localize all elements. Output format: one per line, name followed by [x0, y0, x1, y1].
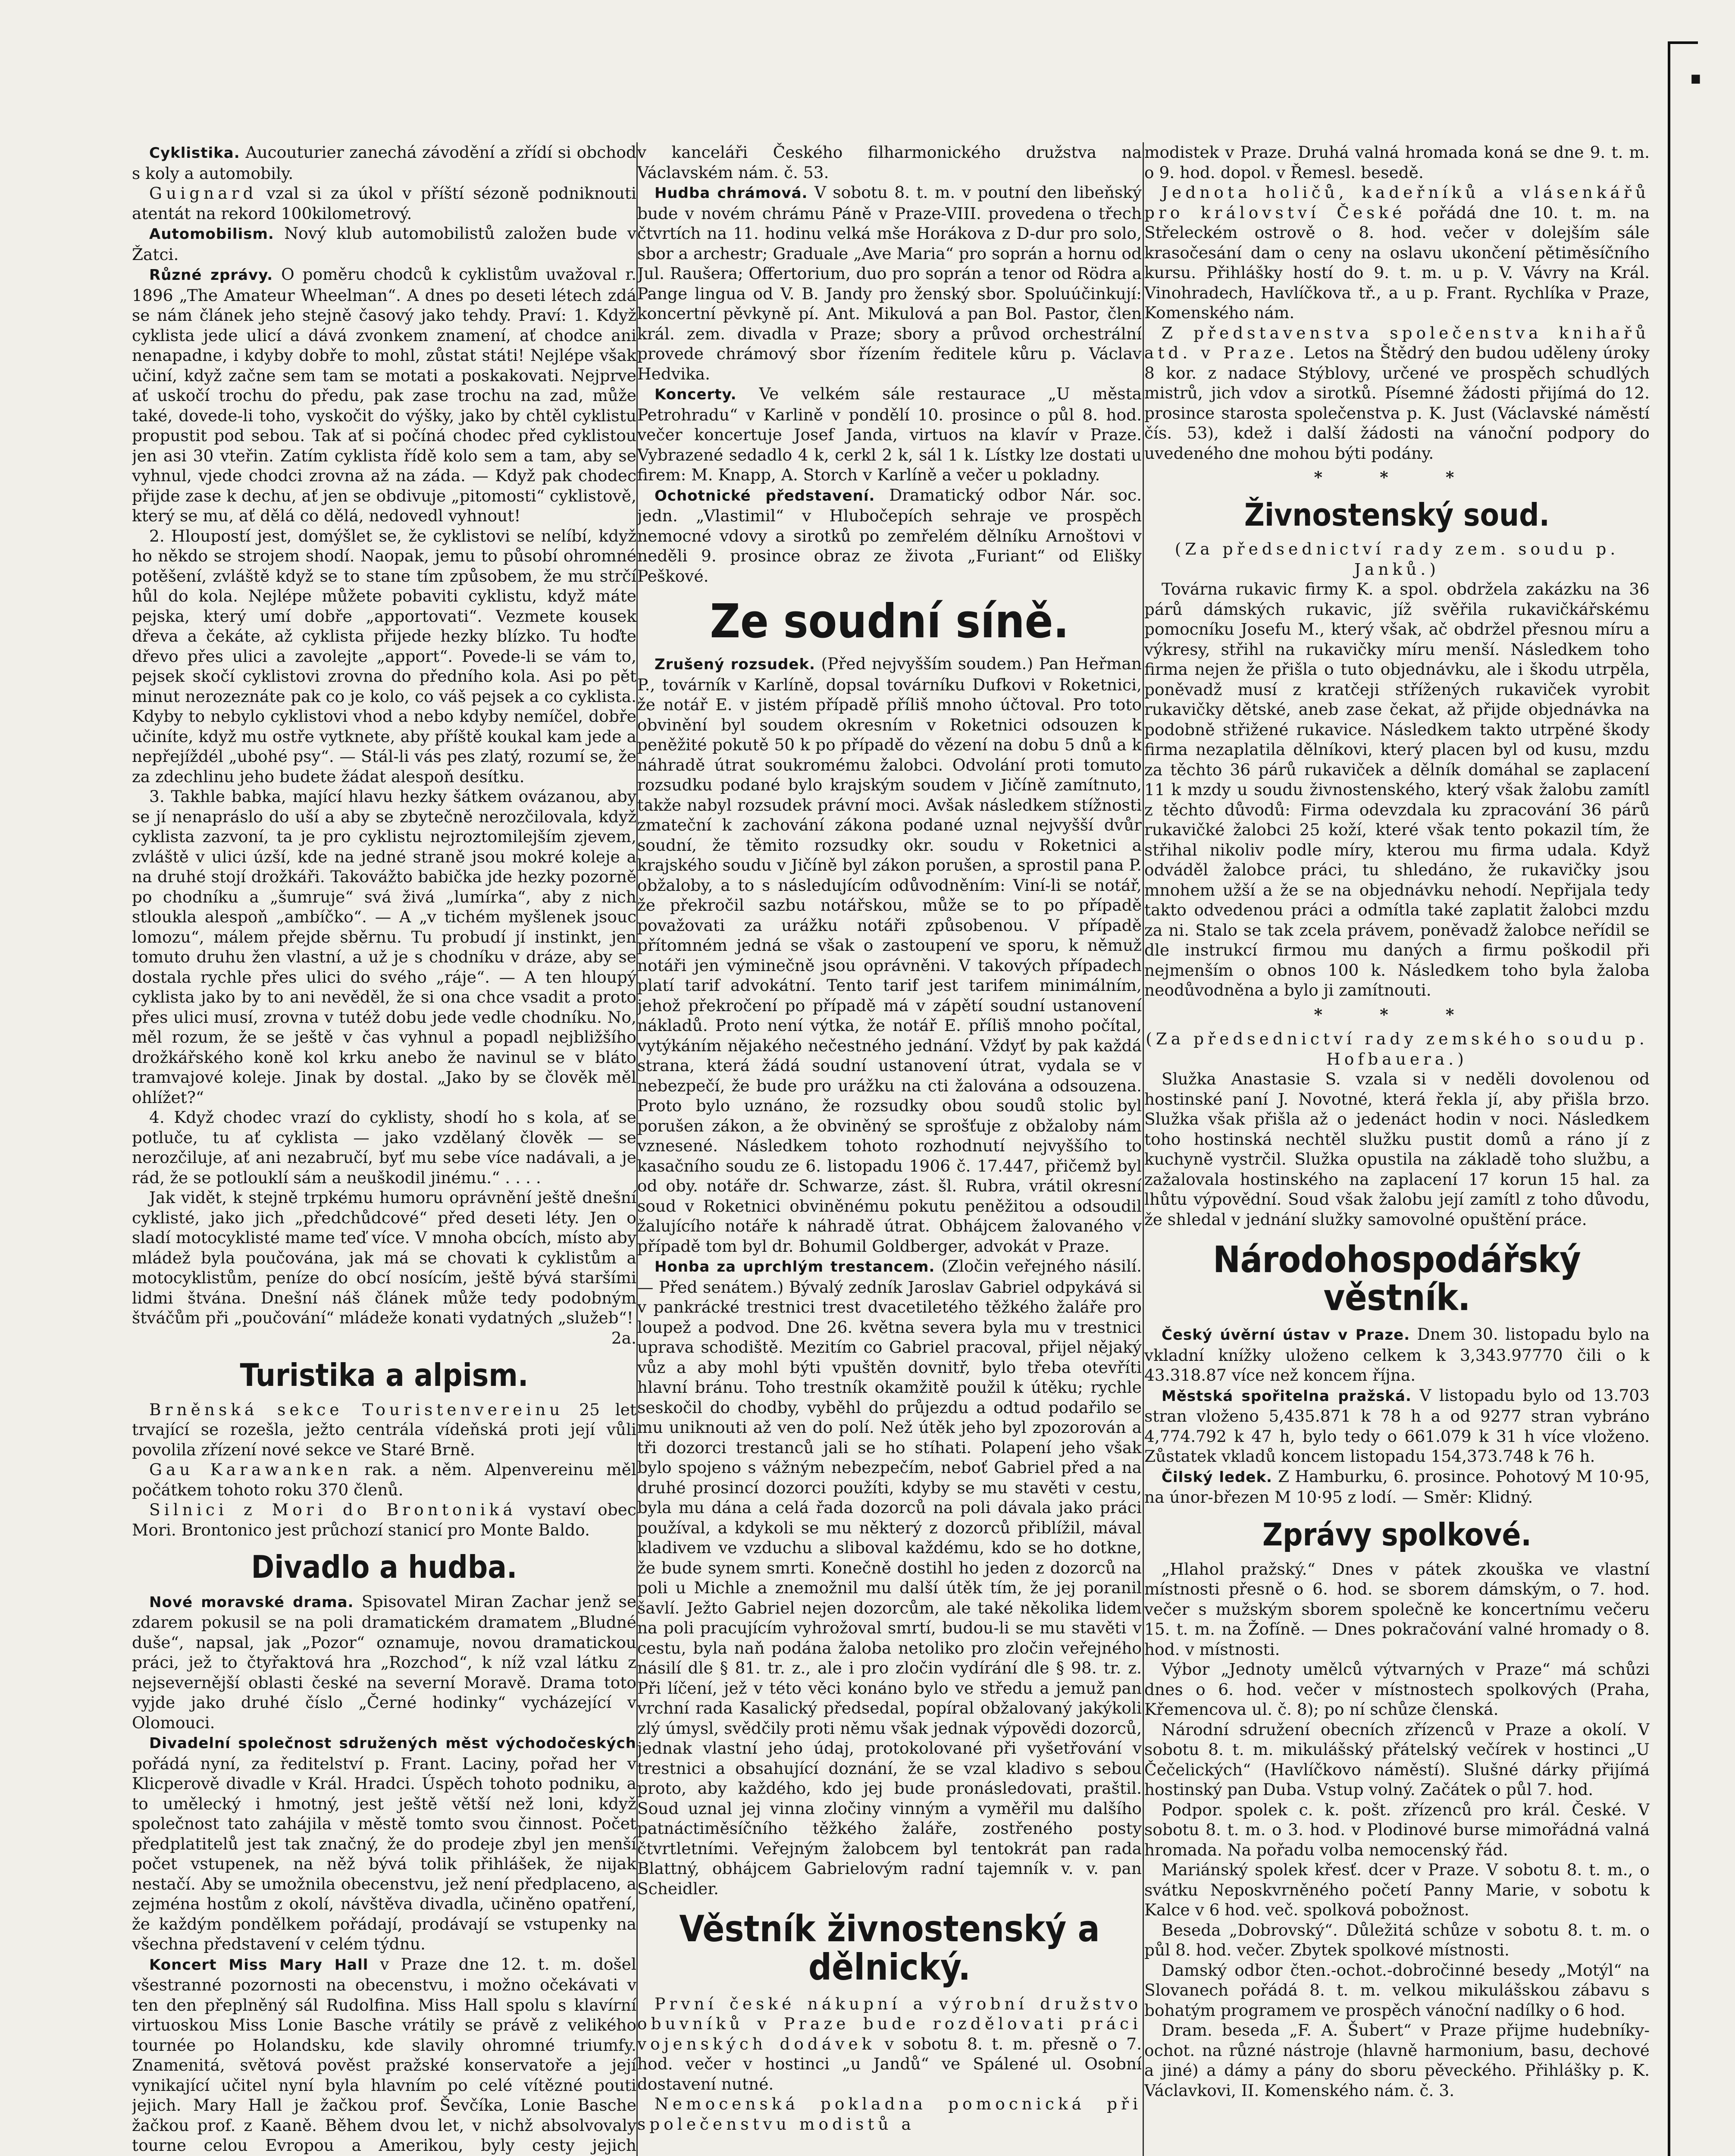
column-3 — [1144, 142, 1650, 2156]
paragraph: 2. Hloupostí jest, domýšlet se, že cyklistovi se nelíbí, když ho někdo se strojem shodí. Naopak, jemu to působí ohromné potěšení, zvláště když se to stane tím způsobem, že mu strčí hůl do kola. Nejlépe můžete pobaviti cyklistu, když máte pejska, který umí dobře „apportovati“. Vezmete kousek dřeva a čekáte, až cyklista přijede hezky blízko. Tu hoďte dřevo přes ulici a zavolejte „apport“. Povede-li se vám to, pejsek skočí cyklistovi zrovna do předního kola. Asi po pět minut nerozeznáte pak co je kolo, co váš pejsek a co cyklista. Kdyby to nebylo cyklistovi vhod a nebo kdyby nemíčel, dobře učiníte, když mu ostře vytknete, aby příště koukal kam jede a nepřejíždél „ubohé psy“. — Stál-li vás pes zlatý, rozumí se, že za zdechlinu jeho budete žádat alespoň desítku. — [132, 526, 636, 786]
article-cyklistika: Cyklistika. Aucouturier zanechá závodění a zřídí si obchod s koly a automobily. — [132, 143, 636, 183]
section-separator: * * * — [1314, 468, 1480, 487]
article-zruseny-rozsudek: Zrušený rozsudek. (Před nejvyšším soudem.) Pan Heřman P., továrník v Karlíně, dopsal továrníku Dufkovi v Roketnici, že notář E. v jistém případě příliš mnoho účtoval. Pro toto obvinění byl soudem okresním v Roketnici odsouzen k peněžité pokutě 50 k po případě do vězení na dobu 5 dnů a k náhradě útrat soukromému žalobci. Odvolání proti tomuto rozsudku podané bylo krajským soudem v Jičíně zamítnuto, takže nabyl rozsudek právní moci. Avšak následkem stížnosti zmateční k zachování zákona podané uznal nejvyšší dvůr soudní, že těmito rozsudky okr. soudu v Roketnici a krajského soudu v Jičíně byl zákon porušen, a sprostil pana P. obžaloby, a to s následujícím odůvodněním: Viní-li se notář, že překročil sazbu notářskou, může se to po případě považovati za urážku notáři způsobenou. V případě přítomném jedná se však o zastoupení ve sporu, k němuž notáři jen výminečně jsou oprávněni. V takových případech platí tarif advokátní. Tento tarif jest tarifem minimálním, jehož překročení po případě má v zápětí soudní ustanovení nákladů. Proto není výtka, že notář E. příliš mnoho počítal, vytýkáním nějakého nečestného jednání. Vždyť by pak každá strana, která žádá soudní ustanovení útrat, vydala se v nebezpečí, že bude pro urážku na cti žalována a odsouzena. Proto bylo uznáno, že rozsudky obou soudů stolic byl porušen zákon, a že obviněný se sprošťuje z obžaloby nám vznesené. Následkem tohoto rozhodnutí nejvyššího to kasačního soudu ze 6. listopadu 1906 č. 17.447, přičemž byl od oby. notáře dr. Schwarze, zást. šl. Rubra, vrátil okresní soud v Roketnici obviněnému pokutu peněžitou a odsoudil žalujícího notáře k náhradě útrat. Obhájcem žalovaného v případě tom byl dr. Bohumil Goldberger, advokát v Praze. — [637, 654, 1142, 1256]
right-border-rule — [1668, 41, 1698, 2156]
article-obecni-zrizenci: Národní sdružení obecních zřízenců v Praze a okolí. V sobotu 8. t. m. mikulášský přátelský večírek v hostinci „U Čečelických“ (Havlíčkovo náměstí). Slušné dárky přijímá hostinský pan Duba. Vstup volný. Začátek o půl 7. hod. — [1144, 1720, 1650, 1799]
article-moravske-drama: Nové moravské drama. Spisovatel Miran Zachar jenž se zdarem pokusil se na poli dramatickém dramatem „Bludné duše“, napsal, jak „Pozor“ oznamuje, novou dramatickou práci, jež to čtyřaktová hra „Rozchod“, k níž vzal látku z nejsevernější oblasti české na severní Moravě. Drama toto vyjde jako druhé číslo „Černé hodinky“ vycházející v Olomouci. — [132, 1592, 636, 1732]
article-nemocenska-pokladna: Nemocenská pokladna pomocnická při společenstvu modistů a — [637, 2094, 1142, 2134]
section-heading-vestnik: Věstník živnostenský a dělnický. — [679, 1908, 1100, 1988]
article-knihari: Z představenstva společenstva knihařů atd. v Praze. Letos na Štědrý den budou uděleny úroky 8 kor. z nadace Stýblovy, určené ve prospěch schudlých mistrů, jich vdov a sirotků. Písemné žádosti přijímá do 12. prosince starosta společenstva p. K. Just (Václavské náměstí čís. 53), kdež i další žádosti na vánoční podpory do uvedeného dne mohou býti podány. — [1144, 323, 1650, 463]
article-mariansky-spolek: Mariánský spolek křesť. dcer v Praze. V sobotu 8. t. m., o svátku Neposkvrněného početí Panny Marie, v sobotu k Kalce v 6 hod. več. spolková pobožnost. — [1144, 1860, 1650, 1920]
section-heading-zivnostensky-soud: Živnostenský soud. — [1244, 496, 1550, 533]
article-motyl: Damský odbor čten.-ochot.-dobročinné besedy „Motýl“ na Slovanech pořádá 8. t. m. velkou mikulášskou zábavu s bohatým programem ve prospěch vánoční nadílky o 6 hod. — [1144, 1960, 1650, 2020]
article-automobilism: Automobilism. Nový klub automobilistů založen bude v Žatci. — [132, 224, 636, 264]
article-postovni-zrizenci: Podpor. spolek c. k. pošt. zřízenců pro král. České. V sobotu 8. t. m. o 3. hod. v Plodinové burse mimořádná valná hromada. Na pořadu volba nemocenský řád. — [1144, 1800, 1650, 1859]
article-gau-karawanken: Gau Karawanken rak. a něm. Alpenvereinu měl počátkem tohoto roku 370 členů. — [132, 1460, 636, 1499]
article-hudba-chramova: Hudba chrámová. V sobotu 8. t. m. v poutní den libeňský bude v novém chrámu Páně v Praze-VIII. provedena o třech čtvrtích na 11. hodinu velká mše Horákova z D-dur pro solo, sbor a archestr; Graduale „Ave Maria“ pro soprán a hornu od Jul. Raušera; Offertorium, duo pro soprán a tenor od Rödra a Pange lingua od V. B. Jandy pro ženský sbor. Spoluúčinkují: koncertní pěvkyně pí. Ant. Mikulová a pan Bol. Pastor, člen král. zem. divadla v Praze; sbory a průvod orchestrální provede chrámový sbor řízením ředitele kůru p. Václav Hedvika. — [637, 183, 1142, 383]
article-koncerty: Koncerty. Ve velkém sále restaurace „U města Petrohradu“ v Karlině v pondělí 10. prosince o půl 8. hod. večer koncertuje Josef Janda, virtuos na klavír v Praze. Vybrazené sedadlo 4 k, cerkl 2 k, sál 1 k. Lístky lze dostati u firem: M. Knapp, A. Storch v Karlíně a večer u pokladny. — [637, 384, 1142, 484]
article-subert: Dram. beseda „F. A. Šubert“ v Praze přijme hudebníky-ochot. na různé nástroje (hlavně harmonium, basu, dechové a jiné) a dámy a pány do sboru pěveckého. Přihlášky p. K. Václavkovi, II. Komenského nám. č. 3. — [1144, 2021, 1650, 2100]
article-cilsky-ledek: Čilský ledek. Z Hamburku, 6. prosince. Pohotový M 10·95, na únor-březen M 10·95 z lodí. — Směr: Klidný. — [1144, 1467, 1650, 1507]
signature: 2a. — [611, 1328, 636, 1348]
article-guignard: Guignard vzal si za úkol v příští sézoně podniknouti atentát na rekord 100kilometrový. — [132, 184, 636, 223]
court-chair-note: (Za předsednictví rady zem. soudu p. Janků.) — [1174, 539, 1619, 579]
column-divider-2 — [1143, 142, 1144, 2156]
article-uverni-ustav: Český úvěrní ústav v Praze. Dnem 30. listopadu bylo na vkladní knížky uloženo celkem k 3,343.97770 čili o k 43.318.87 více než koncem října. — [1144, 1325, 1650, 1385]
article-silnice: Silnici z Mori do Brontoniká vystaví obec Mori. Brontonico jest průchozí stanicí pro Monte Baldo. — [132, 1500, 636, 1539]
article-rukavice: Továrna rukavic firmy K. a spol. obdržela zakázku na 36 párů dámských rukavic, jíž svěřila rukavičkářskému pomocníku Josefu M., který však, ač obdržel přesnou míru a výkresy, střihl na rukavičky míru menší. Následkem toho firma nejen že přišla o tuto objednávku, ale i škodu utrpěla, poněvadž musí z kratčeji střížených rukaviček vyrobit rukavičky dětské, aneb zase čekat, až přijde objednávka na podobně střižené rukavice. Následkem takto utrpěné škody firma nezaplatila dělníkovi, který placen byl od kusu, mzdu za těchto 36 párů rukaviček a dělník domáhal se zaplacení 11 k mzdy u soudu živnostenského, který však žalobu zamítl z těchto důvodů: Firma odevzdala ku zpracování 36 párů rukavičké žalobci 25 koží, které však tento pokazil tím, že střihal nikoliv podle míry, kterou mu firma udala. Když odváděl žalobce práci, tu shledáno, že rukavičky jsou mnohem užší a že se na objednávku nehodí. Nepřijala tedy takto odvedenou práci a odmítla také zaplatit žalobci mzdu za ni. Stalo se tak zcela právem, poněvadž žalobce neřídil se dle instrukcí firmou mu daných a firmu poškodil při nejmenším o obnos 100 k. Následkem toho byla žaloba neodůvodněna a bylo ji zamítnouti. — [1144, 580, 1650, 1000]
article-ruzne-zpravy: Různé zprávy. O poměru chodců k cyklistům uvažoval r. 1896 „The Amateur Wheelman“. A dnes po deseti létech zdá se nám článek jeho stejně časový jako tehdy. Praví: 1. Když cyklista jede ulicí a dává zvonkem znamení, ať chodce ani nenapadne, i kdyby dobře to mohl, zůstat státi! Nejlépe však učiní, když začne sem tam se motati a poskakovati. Nejprve ať uskočí trochu do předu, pak zase trochu na zad, může také, dovede-li toho, vyskočit do výšky, jako by chtěl cyklistu propustit pod sebou. Tak ať si počíná chodec před cyklistou jen asi 30 vteřin. Zatím cyklista řídě kolo sem a tam, aby se vyhnul, vjede chodci zrovna až na záda. — Když pak chodec přijde zase k dechu, ať jen se obdivuje „pitomosti“ cyklistově, který se mu, ať dělá co dělá, nedovedl vyhnout! — [132, 265, 636, 525]
article-honba-za-trestancem: Honba za uprchlým trestancem. (Zločin veřejného násilí. — Před senátem.) Bývalý zedník Jaroslav Gabriel odpykává si v pankrácké trestnici trest dvacetiletého těžkého žaláře pro loupež a podvod. Dne 26. května severa byla mu v trestnici uprava schodiště. Mezitím co Gabriel pracoval, přijel nějaký vůz a aby mohl býti vpuštěn dovnitř, bylo třeba otevříti hlavní bránu. Toho trestník okamžitě použil k útěku; rychle seskočil do chodby, vyběhl do průjezdu a odtud podařilo se mu uniknouti až ven do polí. Než útěk jeho byl zpozorován a tři dozorci trestanců jali se ho stíhati. Polapení jeho však bylo spojeno s vážným nebezpečím, neboť Gabriel před a na druhé prosincí dozorci použíti, kdyby se mu stavěti v cestu, byla mu dána a celá řada dozorců na poli dávala jako práci používal, a kdykoli se mu některý z dozorců přiblížil, mával kladivem ve vzduchu a sliboval každému, kdo se ho dotkne, že bude synem smrti. Konečně dostihl ho jeden z dozorců na poli u Michle a znemožnil mu další útěk tím, že jej poranil šavlí. Ježto Gabriel nejen dozorcům, ale také několika lidem na poli pracujícím vyhrožoval smrtí, budou-li se mu stavěti v cestu, byla naň podána žaloba netoliko pro zločin veřejného násilí dle § 81. tr. z., ale i pro zločin vydírání dle § 98. tr. z. Při líčení, jež v této věci konáno bylo ve středu a jemuž pan vrchní rada Kasalický předsedal, popíral obžalovaný jakýkoli zlý úmysl, svědčily proti němu však jednak výpovědi dozorců, jednak vlastní jeho údaj, protokolované při vyšetřování v trestnici a obsahující doznání, že se vzal kladivo s sebou proto, aby každého, kdo jej bude pronásledovati, praštil. Soud uznal jej vinna zločiny vinným a vyměřil mu dalšího patnáctiměsíčního těžkého žaláře, zostřeného posty čtvrtletními. Veřejným žalobcem byl tentokrát pan rada Blattný, obhájcem Gabrielovým radní tajemník v. v. pan Scheidler. — [637, 1257, 1142, 1898]
article-hlahol: „Hlahol pražský.“ Dnes v pátek zkouška ve vlastní místnosti přesně o 6. hod. se sborem dámským, o 7. hod. večer s mužským sborem společně ke koncertnímu večeru 15. t. m. na Žofíně. — Dnes pokračování valné hromady o 8. hod. v místnosti. — [1144, 1559, 1650, 1659]
section-heading-divadlo: Divadlo a hudba. — [251, 1549, 517, 1586]
section-heading-zpravy-spolkove: Zprávy spolkové. — [1262, 1516, 1532, 1553]
article-sluzka: Služka Anastasie S. vzala si v neděli dovolenou od hostinské paní J. Novotné, která řekla jí, aby přišla brzo. Služka však přišla až o jedenáct hodin v noci. Následkem toho hostinská nechtěl služku pustit domů a ráno jí z kuchyně vystrčil. Služka opustila na základě toho službu, a zažalovala hostinského na zaplacení 17 korun 15 hal. za lhůtu výpovědní. Soud však žalobu její zamítl z toho důvodu, že shledal v jednání služky samovolné opuštění práce. — [1144, 1069, 1650, 1229]
court-chair-note: (Za předsednictví rady zemského soudu p. Hofbauera.) — [1146, 1029, 1648, 1069]
paragraph: 3. Takhle babka, mající hlavu hezky šátkem ovázanou, aby se jí nenapráslo do uší a aby se zbytečně nerozčilovala, když cyklista zazvoní, ta je pro cyklistu nejroztomilejším zjevem, zvláště v ulici úzší, kde na jedné straně jsou mokré koleje a na druhé stojí drožkáři. Takovážto babička jde hezky pozorně po chodníku a „šumruje“ svá živá „lumírka“, aby z nich stloukla alespoň „ambíčko“. — A „v tichém myšlenek jsouc lomozu“, málem přejde sběrnu. Tu probudí jí instinkt, jen tomuto druhu žen vlastní, a už je s chodníku v dráze, aby se dostala rychle přes ulici do svého „ráje“. — A ten hloupý cyklista jako by to ani nevěděl, že si ona chce vsadit a proto přes ulici musí, zrovna v tutéž dobu jede vedle chodníku. No, měl rozum, že se ještě v čas vyhnul a popadl nejbližšího drožkářského koně kol krku anebo že navinul se v bláto tramvajové koleje. Jinak by dostal. „Jako by se člověk měl ohlížet?“ — [132, 787, 636, 1107]
article-nakupni-druzstvo: První české nákupní a výrobní družstvo obuvníků v Praze bude rozdělovati práci vojenských dodávek v sobotu 8. t. m. přesně o 7. hod. večer v hostinci „u Jandů“ ve Spálené ul. Osobní dostavení nutné. — [637, 1994, 1142, 2093]
section-heading-turistika: Turistika a alpism. — [240, 1357, 529, 1393]
article-koncert-mary-hall: Koncert Miss Mary Hall v Praze dne 12. t. m. došel všestranné pozornosti na obecenstvu, i možno očekávati v ten den přeplněný sál Rudolfina. Miss Hall spolu s klavírní virtuoskou Miss Lonie Basche vrátily se právě z velikého tournée po Holandsku, kde slavily ohromné triumfy. Znamenitá, světová pověst pražské konservatoře a její vynikající učitel nyní byla hlavním po celé vítězné pouti jejich. Mary Hall je žačkou prof. Ševčíka, Lonie Basche žačkou prof. z Kaaně. Během dvou let, v nichž absolvovaly tourne celou Evropou a Amerikou, byly cesty jejich — [132, 1954, 636, 2155]
article-ochotnicke-predstaveni: Ochotnické představení. Dramatický odbor Nár. soc. jedn. „Vlastimil“ v Hlubočepích sehraje ve prospěch nemocné vdovy a sirotků po zemřelém dělníku Arnoštovi v neděli 9. prosince obraz ze života „Furiant“ od Elišky Peškové. — [637, 485, 1142, 586]
paragraph: Jak vidět, k stejně trpkému humoru oprávnění ještě dnešní cyklisté, jako jich „předchůdcové“ před deseti léty. Jen o sladí motocyklisté mame teď více. V mnoha obcích, místo aby mládež byla poučována, jak má se chovati k cyklistům a motocyklistům, peníze do obcí nosícím, ještě bývá staršími lidmi štvána. Dnešní náš článek může tedy podobným štváčům při „poučování“ mládeže konati vydatných „služeb“! — [132, 1188, 636, 1327]
paragraph: v kanceláři Českého filharmonického družstva na Václavském nám. č. 53. — [637, 143, 1142, 182]
paragraph: 4. Když chodec vrazí do cyklisty, shodí ho s kola, ať se potluče, tu ať cyklista — jako vzdělaný člověk — se nerozčiluje, ať ani nezabručí, byť mu sebe více nadávali, a je rád, že se potlouklí sám a neuškodil jinému.“ . . . . — [132, 1108, 636, 1187]
article-jednota-holicu: Jednota holičů, kadeřníků a vlásenkářů pro království České pořádá dne 10. t. m. na Střeleckém ostrově o 8. hod. večer v dolejším sále krasočesání dam o ceny na oslavu ukončení pětiměsíčního kursu. Přihlášky hostí do 9. t. m. u p. V. Vávry na Král. Vinohradech, Havlíčkova tř., a u p. Frant. Rychlíka v Praze, Komenského nám. — [1144, 183, 1650, 322]
column-1 — [132, 142, 636, 2156]
article-sporitelna: Městská spořitelna pražská. V listopadu bylo od 13.703 stran vloženo 5,435.871 k 78 h a od 9277 stran vybráno 4,774.792 k 47 h, bylo tedy o 661.079 k 31 h více vloženo. Zůstatek vkladů koncem listopadu 154,373.748 k 76 h. — [1144, 1385, 1650, 1466]
column-2 — [637, 142, 1142, 2156]
article-divadelni-spolecnost: Divadelní společnost sdružených měst východočeských pořádá nyní, za ředitelství p. Frant. Laciny, pořad her v Klicperově divadle v Král. Hradci. Úspěch tohoto podniku, a to umělecký i hmotný, jest ještě větší než loni, když společnost tato zahájila v městě tomto svou činnost. Počet předplatitelů jest tak značný, že do prodeje zbyl jen menší počet vstupenek, na něž bývá tolik přihlášek, že nijak nestačí. Aby se umožnila obecenstvu, jež není předplaceno, a zejména hostům z okolí, návštěva divadla, učiněno opatření, že každým pondělkem pořádají, prodávají se vstupenky na všechna představení v celém týdnu. — [132, 1735, 636, 1954]
section-heading-soudni-sin: Ze soudní síně. — [710, 595, 1069, 649]
corner-marker: . — [1687, 40, 1705, 95]
article-brno-sekce: Brněnská sekce Touristenvereinu 25 let trvající se rozešla, ježto centrála vídeňská proti její vůli povolila zřízení nové sekce ve Staré Brně. — [132, 1400, 636, 1459]
article-jednota-umelcu: Výbor „Jednoty umělců výtvarných v Praze“ má schůzi dnes o 6. hod. večer v místnostech spolkových (Praha, Křemencova ul. č. 8); po ní schůze členská. — [1144, 1660, 1650, 1719]
section-separator: * * * — [1314, 1005, 1480, 1024]
paragraph: modistek v Praze. Druhá valná hromada koná se dne 9. t. m. o 9. hod. dopol. v Řemesl. besedě. — [1144, 143, 1650, 182]
article-beseda-dobrovsky: Beseda „Dobrovský“. Důležitá schůze v sobotu 8. t. m. o půl 8. hod. večer. Zbytek spolkové místnosti. — [1144, 1920, 1650, 1960]
section-heading-narodohospodarsky: Národohospodářský věstník. — [1213, 1238, 1581, 1319]
